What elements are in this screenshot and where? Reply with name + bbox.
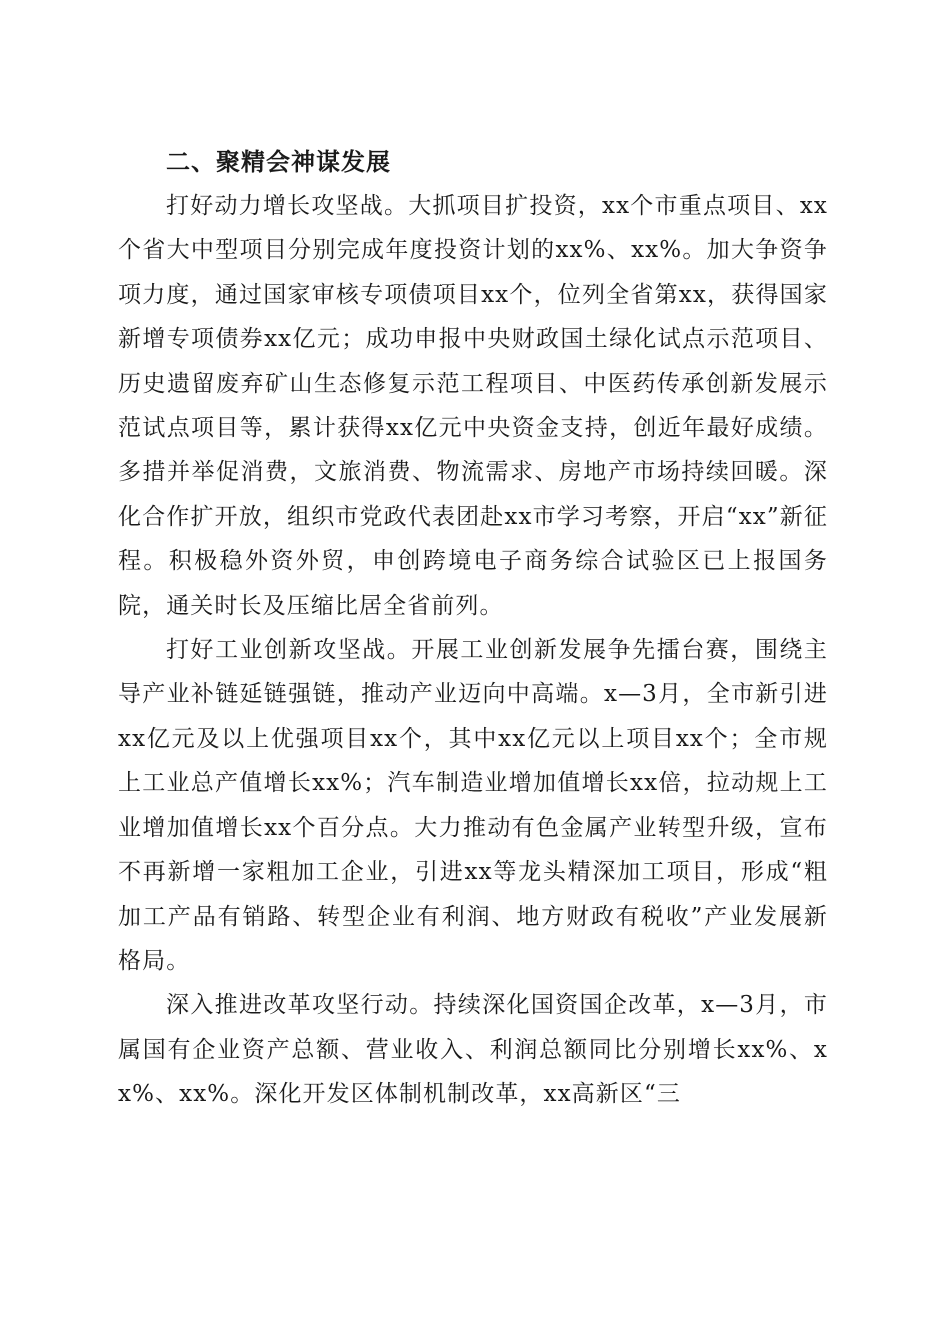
paragraph-reform: 深入推进改革攻坚行动。持续深化国资国企改革，x—3月，市属国有企业资产总额、营业收入、利润总额同比分别增长xx%、xx%、xx%。深化开发区体制机制改革，xx高新区“三 [118, 992, 828, 1108]
paragraph-industrial-innovation: 打好工业创新攻坚战。开展工业创新发展争先擂台赛，围绕主导产业补链延链强链，推动产业迈向中高端。x—3月，全市新引进xx亿元及以上优强项目xx个，其中xx亿元以上项目xx个；全市规上工业总产值增长xx%；汽车制造业增加值增长xx倍，拉动规上工业增加值增长xx个百分点。大力推动有色金属产业转型升级，宣布不再新增一家粗加工企业，引进xx等龙头精深加工项目，形成“粗加工产品有销路、转型企业有利润、地方财政有税收”产业发展新格局。 [118, 637, 828, 974]
document-body [118, 140, 828, 1117]
paragraph-power-growth: 打好动力增长攻坚战。大抓项目扩投资，xx个市重点项目、xx个省大中型项目分别完成年度投资计划的xx%、xx%。加大争资争项力度，通过国家审核专项债项目xx个，位列全省第xx，获得国家新增专项债券xx亿元；成功申报中央财政国土绿化试点示范项目、历史遗留废弃矿山生态修复示范工程项目、中医药传承创新发展示范试点项目等，累计获得xx亿元中央资金支持，创近年最好成绩。多措并举促消费，文旅消费、物流需求、房地产市场持续回暖。深化合作扩开放，组织市党政代表团赴xx市学习考察，开启“xx”新征程。积极稳外资外贸，申创跨境电子商务综合试验区已上报国务院，通关时长及压缩比居全省前列。 [118, 193, 828, 619]
section-heading: 二、聚精会神谋发展 [166, 148, 391, 176]
